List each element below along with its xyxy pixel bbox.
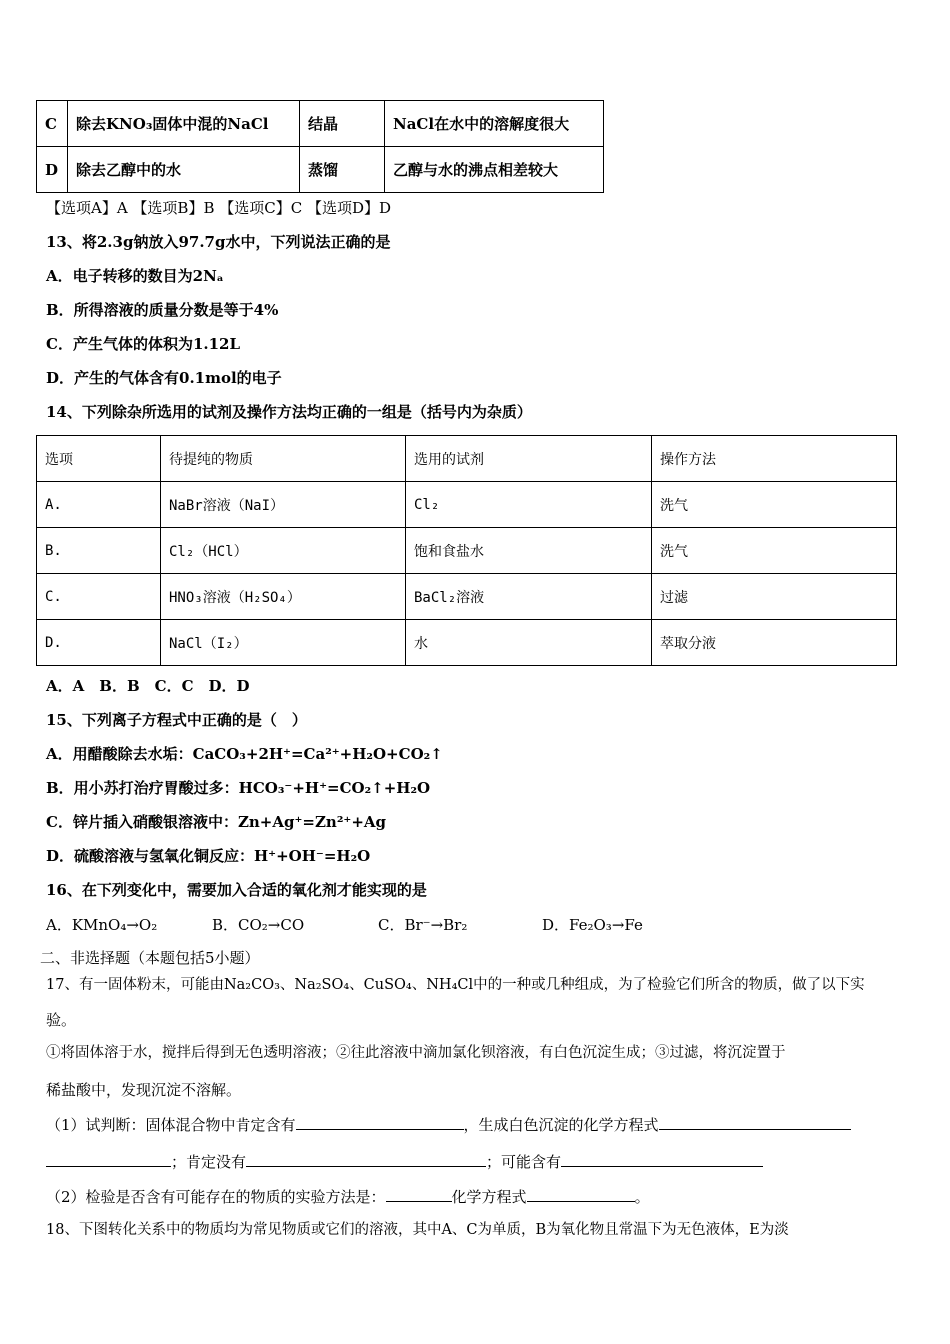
header-cell: 选用的试剂 — [406, 436, 652, 482]
q12-options: 【选项A】A 【选项B】B 【选项C】C 【选项D】D — [46, 199, 392, 217]
table-header-row — [37, 436, 897, 482]
q14-stem: 14、下列除杂所选用的试剂及操作方法均正确的一组是（括号内为杂质） — [46, 403, 532, 421]
table-cell: 水 — [406, 620, 652, 666]
answer-blank[interactable] — [527, 1187, 635, 1202]
option-cell: D — [37, 147, 68, 193]
table-cell: 过滤 — [652, 574, 897, 620]
q12-table — [36, 100, 604, 193]
prompt-text: （1）试判断：固体混合物中肯定含有 — [46, 1116, 296, 1134]
table-cell: B. — [37, 528, 161, 574]
q15-stem: 15、下列离子方程式中正确的是（ ） — [46, 711, 307, 729]
q15-option-c: C．锌片插入硝酸银溶液中：Zn+Ag⁺=Zn²⁺+Ag — [46, 813, 387, 831]
method-cell: 结晶 — [300, 101, 385, 147]
table-cell: Cl₂（HCl） — [161, 528, 406, 574]
q15-option-a: A．用醋酸除去水垢：CaCO₃+2H⁺=Ca²⁺+H₂O+CO₂↑ — [46, 745, 443, 763]
option-cell: C — [37, 101, 68, 147]
table-cell: 饱和食盐水 — [406, 528, 652, 574]
q13-option-c: C．产生气体的体积为1.12L — [46, 335, 241, 353]
header-cell: 操作方法 — [652, 436, 897, 482]
reason-cell: 乙醇与水的沸点相差较大 — [385, 147, 604, 193]
q15-option-b: B．用小苏打治疗胃酸过多：HCO₃⁻+H⁺=CO₂↑+H₂O — [46, 779, 431, 797]
table-cell: 洗气 — [652, 482, 897, 528]
q17-line: 稀盐酸中，发现沉淀不溶解。 — [46, 1081, 242, 1099]
q14-options: A．A B．B C．C D．D — [46, 677, 250, 695]
q14-table — [36, 435, 897, 666]
q13-stem: 13、将2.3g钠放入97.7g水中，下列说法正确的是 — [46, 233, 391, 251]
table-cell: C. — [37, 574, 161, 620]
table-cell: NaCl（I₂） — [161, 620, 406, 666]
q17-line: 验。 — [46, 1011, 77, 1029]
table-cell: A. — [37, 482, 161, 528]
q13-option-a: A．电子转移的数目为2Nₐ — [46, 267, 224, 285]
table-cell: BaCl₂溶液 — [406, 574, 652, 620]
q16-stem: 16、在下列变化中，需要加入合适的氧化剂才能实现的是 — [46, 881, 427, 899]
table-row — [37, 528, 897, 574]
answer-blank[interactable] — [386, 1187, 452, 1202]
answer-blank[interactable] — [561, 1152, 763, 1167]
table-cell: 洗气 — [652, 528, 897, 574]
table-row — [37, 147, 604, 193]
prompt-text: ；可能含有 — [486, 1153, 562, 1171]
prompt-text: ，生成白色沉淀的化学方程式 — [463, 1116, 659, 1134]
q17-part2 — [46, 1187, 650, 1207]
q16-option-d: D．Fe₂O₃→Fe — [542, 916, 643, 934]
method-cell: 蒸馏 — [300, 147, 385, 193]
table-cell: 萃取分液 — [652, 620, 897, 666]
prompt-text: ；肯定没有 — [171, 1153, 247, 1171]
table-cell: HNO₃溶液（H₂SO₄） — [161, 574, 406, 620]
table-cell: NaBr溶液（NaI） — [161, 482, 406, 528]
answer-blank[interactable] — [246, 1152, 486, 1167]
purpose-cell: 除去KNO₃固体中混的NaCl — [68, 101, 300, 147]
table-row — [37, 620, 897, 666]
answer-blank[interactable] — [659, 1115, 851, 1130]
q16-option-a: A．KMnO₄→O₂ — [46, 916, 158, 934]
q13-option-b: B．所得溶液的质量分数是等于4% — [46, 301, 279, 319]
answer-blank[interactable] — [296, 1115, 464, 1130]
header-cell: 选项 — [37, 436, 161, 482]
q17-part1 — [46, 1115, 851, 1135]
table-cell: D. — [37, 620, 161, 666]
header-cell: 待提纯的物质 — [161, 436, 406, 482]
q16-option-b: B．CO₂→CO — [212, 916, 305, 934]
section-heading: 二、非选择题（本题包括5小题） — [40, 949, 260, 967]
answer-blank[interactable] — [46, 1152, 171, 1167]
q15-option-d: D．硫酸溶液与氢氧化铜反应：H⁺+OH⁻=H₂O — [46, 847, 371, 865]
table-row — [37, 482, 897, 528]
table-row — [37, 574, 897, 620]
q17-part1-cont — [46, 1152, 763, 1172]
q18-stem: 18、下图转化关系中的物质均为常见物质或它们的溶液，其中A、C为单质，B为氧化物且常温下为无色液体，E为淡 — [46, 1222, 789, 1238]
table-row — [37, 101, 604, 147]
q17-line: 17、有一固体粉末，可能由Na₂CO₃、Na₂SO₄、CuSO₄、NH₄Cl中的一种或几种组成，为了检验它们所含的物质，做了以下实 — [46, 977, 865, 993]
prompt-text: 化学方程式 — [451, 1188, 527, 1206]
q17-line: ①将固体溶于水，搅拌后得到无色透明溶液；②往此溶液中滴加氯化钡溶液，有白色沉淀生成；③过滤，将沉淀置于 — [46, 1045, 786, 1061]
prompt-text: （2）检验是否含有可能存在的物质的实验方法是： — [46, 1188, 386, 1206]
prompt-text: 。 — [634, 1188, 650, 1206]
purpose-cell: 除去乙醇中的水 — [68, 147, 300, 193]
table-cell: Cl₂ — [406, 482, 652, 528]
q16-option-c: C．Br⁻→Br₂ — [378, 916, 468, 934]
reason-cell: NaCl在水中的溶解度很大 — [385, 101, 604, 147]
q13-option-d: D．产生的气体含有0.1mol的电子 — [46, 369, 282, 387]
